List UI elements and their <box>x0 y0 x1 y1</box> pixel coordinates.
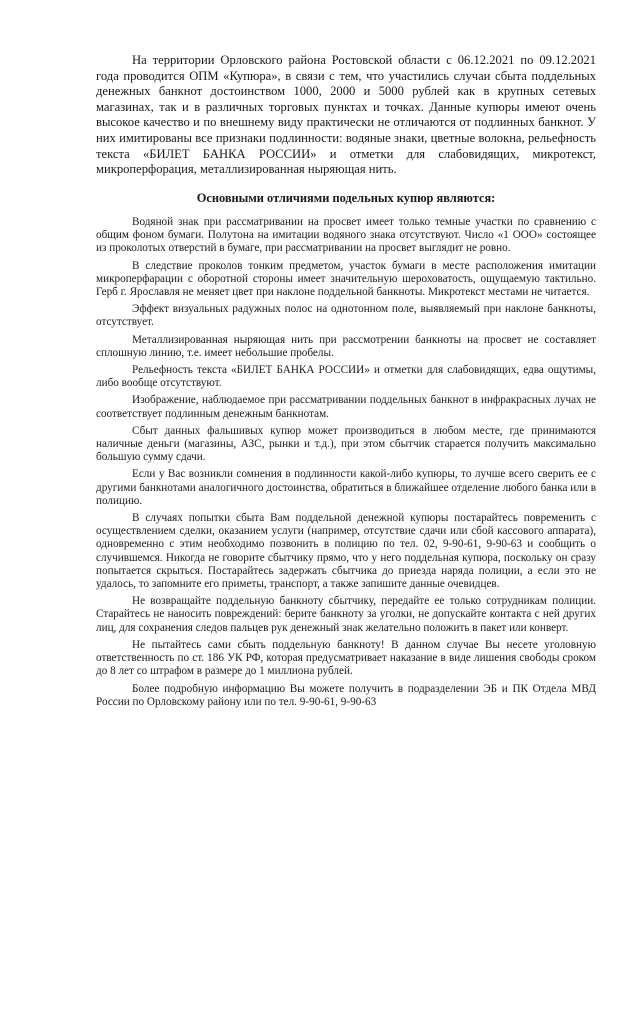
body-paragraph: Рельефность текста «БИЛЕТ БАНКА РОССИИ» и отметки для слабовидящих, едва ощутимы, либо вообще отсутствуют. <box>96 364 596 390</box>
intro-paragraph: На территории Орловского района Ростовской области с 06.12.2021 по 09.12.2021 года проводится ОПМ «Купюра», в связи с тем, что участились случаи сбыта поддельных денежных банкнот достоинством 1000, 2000 и 5000 рублей как в крупных сетевых магазинах, так и в различных торговых пунктах и точках. Данные купюры имеют очень высокое качество и по внешнему виду практически не отличаются от подлинных банкнот. У них имитированы все признаки подлинности: водяные знаки, цветные волокна, рельефность текста «БИЛЕТ БАНКА РОССИИ» и отметки для слабовидящих, микротекст, микроперфорация, металлизированная ныряющая нить. <box>96 53 596 177</box>
body-paragraph: Металлизированная ныряющая нить при рассмотрении банкноты на просвет не составляет сплошную линию, т.е. имеет небольшие пробелы. <box>96 333 596 359</box>
body-paragraph: Если у Вас возникли сомнения в подлинности какой-либо купюры, то лучше всего сверить ее с другими банкнотами аналогичного достоинства, обратиться в ближайшее отделение любого банка или в полицию. <box>96 468 596 507</box>
body-paragraph: В случаях попытки сбыта Вам поддельной денежной купюры постарайтесь повременить с осуществлением сделки, оказанием услуги (например, отсутствие сдачи или сбой кассового аппарата), одновременно с этим необходимо позвонить в полицию по тел. 02, 9-90-61, 9-90-63 и сообщить о случившемся. Никогда не говорите сбытчику прямо, что у него поддельная купюра, поскольку он сразу попытается скрыться. Постарайтесь задержать сбытчика до приезда наряда полиции, а если это не удалось, то запомните его приметы, транспорт, а также запишите данные очевидцев. <box>96 512 596 591</box>
body-paragraph: Эффект визуальных радужных полос на однотонном поле, выявляемый при наклоне банкноты, отсутствует. <box>96 303 596 329</box>
body-paragraph: Не возвращайте поддельную банкноту сбытчику, передайте ее только сотрудникам полиции. Старайтесь не наносить повреждений: берите банкноту за уголки, не допускайте контакта с ней других лиц, для сохранения следов пальцев рук денежный знак желательно положить в пакет или конверт. <box>96 595 596 634</box>
body-paragraph: В следствие проколов тонким предметом, участок бумаги в месте расположения имитации микроперфарации с оборотной стороны имеет значительную шероховатость, ощущаемую тактильно. Герб г. Ярославля не меняет цвет при наклоне поддельной банкноты. Микротекст местами не читается. <box>96 259 596 299</box>
document-body <box>96 216 596 713</box>
body-paragraph: Водяной знак при рассматривании на просвет имеет только темные участки по сравнению с общим фоном бумаги. Полутона на имитации водяного знака отсутствуют. Число «1 ООО» состоящее из проколотых отверстий в бумаге, при рассматривании на просвет выглядит не ровно. <box>96 216 596 255</box>
body-paragraph: Изображение, наблюдаемое при рассматривании поддельных банкнот в инфракрасных лучах не соответствует подлинным денежным банкнотам. <box>96 394 596 420</box>
closing-paragraph: Более подробную информацию Вы можете получить в подразделении ЭБ и ПК Отдела МВД России по Орловскому району или по тел. 9-90-61, 9-90-63 <box>96 682 596 708</box>
body-paragraph: Не пытайтесь сами сбыть поддельную банкноту! В данном случае Вы несете уголовную ответственность по ст. 186 УК РФ, которая предусматривает наказание в виде лишения свободы сроком до 8 лет со штрафом в размере до 1 миллиона рублей. <box>96 638 596 678</box>
body-paragraph: Сбыт данных фальшивых купюр может производиться в любом месте, где принимаются наличные деньги (магазины, АЗС, рынки и т.д.), при этом сбытчик старается получить максимально большую сумму сдачи. <box>96 424 596 464</box>
section-heading: Основными отличиями подельных купюр являются: <box>196 191 496 205</box>
